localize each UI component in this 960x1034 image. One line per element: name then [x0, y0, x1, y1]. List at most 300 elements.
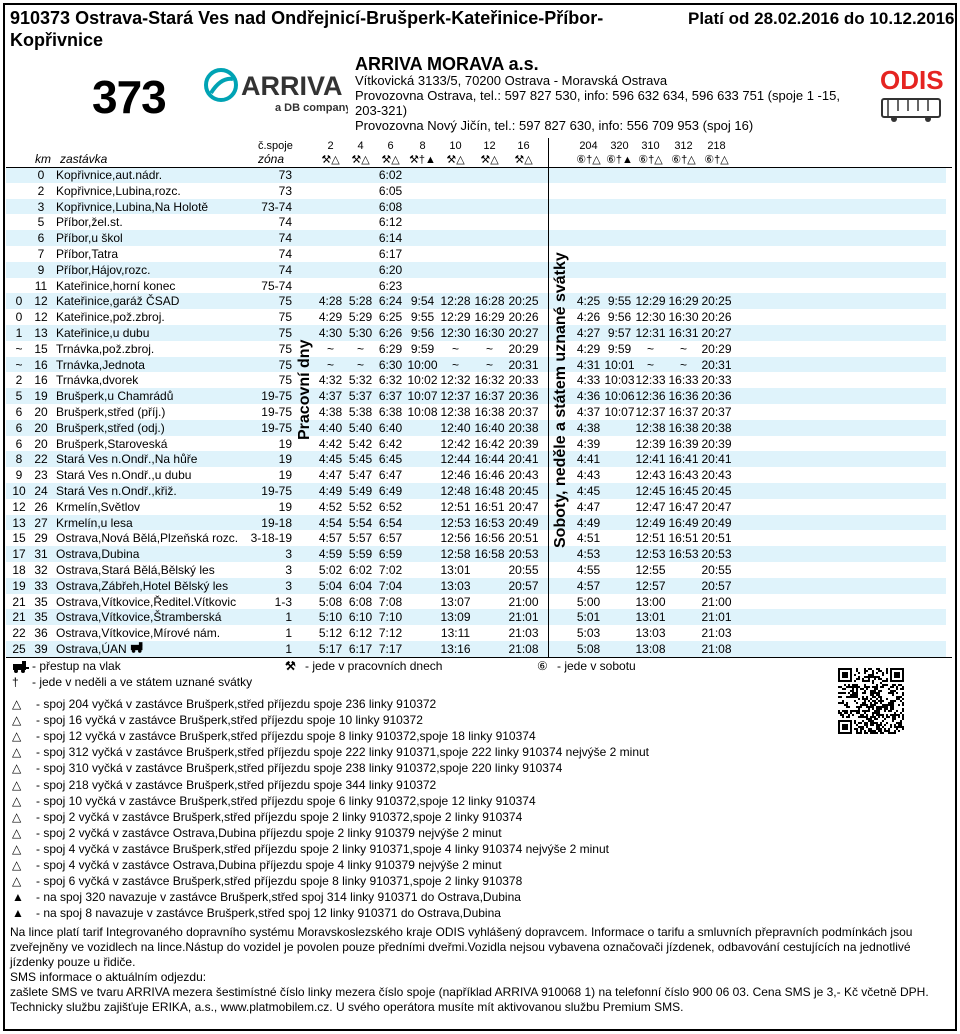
- departure-time: 4:49: [576, 515, 601, 530]
- departure-time: 5:42: [348, 436, 373, 451]
- departure-time: 21:03: [508, 626, 539, 641]
- departure-time: 4:49: [318, 484, 343, 498]
- stop-name: Stará Ves n.Ondř.,u dubu: [56, 468, 192, 483]
- departure-time: 16:28: [474, 294, 505, 309]
- departure-time: 6:42: [378, 436, 403, 451]
- departure-time: 6:23: [378, 278, 403, 293]
- departure-time: 7:02: [378, 563, 403, 577]
- departure-time: 12:57: [635, 578, 666, 593]
- km-total: 3: [37, 199, 45, 214]
- departure-time: 10:00: [407, 357, 438, 372]
- departure-time: 6:08: [378, 199, 403, 214]
- note-text: - spoj 4 vyčká v zastávce Ostrava,Dubina příjezdu spoje 4 linky 910379 nejvýše 2 minut: [36, 858, 502, 872]
- departure-time: ~: [326, 341, 334, 356]
- departure-time: 4:38: [576, 420, 601, 435]
- logo-sub: a DB company: [275, 102, 348, 114]
- departure-time: 16:56: [474, 531, 505, 546]
- zone: 73: [278, 168, 292, 182]
- departure-time: ~: [326, 357, 334, 372]
- departure-time: 5:38: [348, 405, 373, 419]
- trip-number: 310: [641, 140, 660, 152]
- departure-time: 20:51: [508, 531, 539, 546]
- triangle-icon: △: [12, 729, 22, 744]
- km-total: 16: [34, 357, 48, 372]
- stop-name: Příbor,žel.st.: [56, 215, 123, 230]
- departure-time: 20:25: [701, 294, 732, 309]
- departure-time: 4:39: [576, 436, 601, 451]
- departure-time: 6:37: [378, 389, 403, 404]
- departure-time: 6:47: [378, 468, 403, 483]
- trip-number: 12: [483, 140, 496, 152]
- departure-time: 16:48: [474, 484, 505, 498]
- departure-time: 16:53: [668, 547, 699, 562]
- triangle-icon: △: [12, 761, 22, 776]
- km-from-start: 0: [15, 294, 23, 309]
- departure-time: 16:30: [474, 326, 505, 340]
- stop-name: Brušperk,u Chamrádů: [56, 389, 174, 404]
- operator-name: ARRIVA MORAVA a.s.: [355, 54, 539, 74]
- departure-time: 20:29: [701, 341, 732, 356]
- km-total: 19: [34, 389, 48, 404]
- note-text: - spoj 16 vyčká v zastávce Brušperk,střed příjezdu spoje 10 linky 910372: [36, 713, 423, 728]
- legend-sunday: [12, 675, 252, 689]
- trip-number: 8: [419, 140, 426, 152]
- departure-time: 5:30: [348, 326, 373, 340]
- weekend-symbol: ⑥†△: [576, 154, 601, 166]
- weekend-symbol: ⑥†△: [704, 154, 729, 166]
- departure-time: 4:40: [318, 420, 343, 435]
- km-total: 31: [34, 547, 48, 562]
- departure-time: 10:07: [407, 389, 438, 404]
- departure-time: 6:25: [378, 310, 403, 325]
- stop-name: Stará Ves n.Ondř.,Na hůře: [56, 452, 198, 467]
- note-row: [12, 810, 522, 824]
- km-from-start: 9: [15, 468, 23, 483]
- departure-time: 10:02: [407, 373, 438, 388]
- departure-time: 16:37: [668, 405, 699, 419]
- departure-time: 4:57: [576, 578, 601, 593]
- zone: 75: [278, 341, 292, 356]
- departure-time: 16:36: [668, 389, 699, 404]
- km-from-start: ~: [15, 357, 23, 372]
- zone: 19-75: [261, 389, 292, 404]
- departure-time: 12:41: [635, 452, 666, 467]
- km-total: 22: [34, 452, 48, 467]
- trip-number: 4: [357, 140, 364, 152]
- departure-time: 20:39: [508, 436, 539, 451]
- km-total: 20: [34, 436, 48, 451]
- zone: 74: [278, 247, 292, 261]
- stop-name: Kopřivnice,Lubina,rozc.: [56, 183, 181, 198]
- departure-time: 13:08: [635, 642, 666, 656]
- departure-time: 4:37: [318, 389, 343, 404]
- km-from-start: 12: [12, 499, 26, 514]
- departure-time: 20:36: [701, 389, 732, 404]
- km-total: 9: [37, 262, 45, 277]
- departure-time: 20:26: [701, 310, 732, 325]
- departure-time: 5:47: [348, 468, 373, 483]
- departure-time: 12:37: [440, 389, 471, 404]
- km-total: 29: [34, 531, 48, 546]
- note-row: [12, 778, 436, 792]
- stop-name: Stará Ves n.Ondř.,křiž.: [56, 484, 177, 498]
- zone: 19-75: [261, 405, 292, 419]
- departure-time: 12:49: [635, 515, 666, 530]
- legend-sunday-text: - jede v neděli a ve státem uznané svátky: [32, 675, 253, 689]
- stop-name: Ostrava,ÚAN: [56, 642, 256, 656]
- triangle-icon: △: [12, 825, 22, 840]
- departure-time: 20:55: [508, 563, 539, 577]
- departure-time: 16:46: [474, 468, 505, 483]
- departure-time: 20:31: [701, 357, 732, 372]
- trip-number: 2: [327, 140, 334, 152]
- hammer-icon: ⚒: [285, 659, 296, 673]
- zone: 3: [285, 578, 292, 593]
- departure-time: 12:29: [440, 310, 471, 325]
- departure-time: 4:32: [318, 373, 343, 388]
- departure-time: 7:10: [378, 610, 403, 625]
- note-text: - spoj 6 vyčká v zastávce Brušperk,střed příjezdu spoje 8 linky 910371,spoje 2 linky 910378: [36, 874, 523, 889]
- departure-time: 12:58: [440, 547, 471, 562]
- km-total: 23: [34, 468, 48, 483]
- departure-time: 12:56: [440, 531, 471, 546]
- saturday-icon: ⑥: [537, 659, 548, 673]
- departure-time: 12:31: [635, 326, 666, 340]
- stop-name: Kateřinice,horní konec: [56, 278, 176, 293]
- departure-time: ~: [679, 341, 687, 356]
- sms-info: zašlete SMS ve tvaru ARRIVA mezera šestimístné číslo linky mezera číslo spoje (například ARRIVA 910068 1) na telefonní číslo 900 06 03. Cena SMS je 3,- Kč včetně DPH. Technicky službu zajišťuje ERIKA, a.s., www.platmobilem.cz. U svého operátora musíte mít aktivovanou službu Premium SMS.: [10, 985, 929, 1014]
- departure-time: 12:36: [635, 389, 666, 404]
- note-text: - spoj 218 vyčká v zastávce Brušperk,střed příjezdu spoje 344 linky 910372: [36, 777, 437, 792]
- departure-time: 20:25: [508, 294, 539, 309]
- departure-time: 4:42: [318, 436, 343, 451]
- table-header-rule: [6, 167, 952, 168]
- departure-time: 4:33: [576, 373, 601, 388]
- departure-time: 4:25: [576, 294, 601, 309]
- departure-time: 6:57: [378, 531, 403, 546]
- departure-time: ~: [451, 357, 459, 372]
- zone: 75-74: [261, 278, 292, 293]
- note-row: [12, 794, 536, 808]
- departure-time: 12:28: [440, 294, 471, 309]
- departure-time: 5:37: [348, 389, 373, 404]
- departure-time: 12:30: [635, 310, 666, 325]
- departure-time: 4:52: [318, 499, 343, 514]
- stop-name: Krmelín,Světlov: [56, 499, 141, 514]
- departure-time: 13:01: [440, 563, 471, 577]
- departure-time: 12:32: [440, 373, 471, 388]
- km-total: 6: [37, 231, 45, 246]
- km-label: km: [35, 152, 51, 166]
- weekend-symbol: ⑥†△: [638, 154, 663, 166]
- departure-time: 10:08: [407, 405, 438, 419]
- zone: 75: [278, 373, 292, 388]
- zone: 75: [278, 294, 292, 309]
- departure-time: 7:04: [378, 578, 403, 593]
- zone: 3: [285, 563, 292, 577]
- km-from-start: 6: [15, 405, 23, 419]
- departure-time: 10:01: [604, 357, 635, 372]
- footer-info: [10, 925, 945, 1015]
- departure-time: 20:47: [701, 499, 732, 514]
- triangle-icon: △: [12, 745, 22, 760]
- note-text: - na spoj 320 navazuje v zastávce Brušperk,střed spoj 314 linky 910371 do Ostrava,Dubina: [36, 890, 521, 905]
- departure-time: 7:08: [378, 594, 403, 609]
- km-total: 35: [34, 610, 48, 625]
- departure-time: 20:41: [508, 452, 539, 467]
- zone-label: zóna: [258, 152, 285, 166]
- departure-time: 12:29: [635, 294, 666, 309]
- departure-time: 16:49: [668, 515, 699, 530]
- workdays-symbol: ⚒△: [351, 154, 370, 166]
- note-row: [12, 745, 649, 759]
- departure-time: 6:05: [378, 183, 403, 198]
- departure-time: 6:59: [378, 547, 403, 562]
- legend-train: [12, 659, 121, 673]
- train-icon: [127, 642, 146, 656]
- departure-time: 16:44: [474, 452, 505, 467]
- departure-time: 6:08: [348, 594, 373, 609]
- trip-number: 312: [674, 140, 693, 152]
- km-total: 0: [37, 168, 45, 182]
- km-from-start: 25: [12, 642, 26, 656]
- odis-logo: [876, 65, 946, 125]
- workdays-symbol: ⚒△: [321, 154, 340, 166]
- departure-time: 20:39: [701, 436, 732, 451]
- departure-time: 12:38: [635, 420, 666, 435]
- km-total: 32: [34, 563, 48, 577]
- departure-time: 12:55: [635, 563, 666, 577]
- operator-address: Vítkovická 3133/5, 70200 Ostrava - Moravská Ostrava: [355, 73, 668, 88]
- departure-time: 5:40: [348, 420, 373, 435]
- departure-time: 21:00: [701, 594, 732, 609]
- weekday-label: Pracovní dny: [296, 339, 313, 440]
- departure-time: 4:36: [576, 389, 601, 404]
- departure-time: 13:11: [440, 626, 471, 641]
- note-text: - spoj 312 vyčká v zastávce Brušperk,střed příjezdu spoje 222 linky 910371,spoje 222 linky 910374 nejvýše 2 minut: [36, 745, 650, 760]
- departure-time: 13:07: [440, 594, 471, 609]
- km-from-start: 2: [15, 373, 23, 388]
- note-row: [12, 890, 521, 904]
- qr-code: [838, 668, 904, 734]
- departure-time: 21:00: [508, 594, 539, 609]
- departure-time: 16:33: [668, 373, 699, 388]
- departure-time: 4:47: [318, 468, 343, 483]
- departure-time: 12:39: [635, 436, 666, 451]
- departure-time: 16:51: [474, 499, 505, 514]
- km-total: 39: [34, 642, 48, 656]
- departure-time: 20:36: [508, 389, 539, 404]
- stop-name: Ostrava,Stará Bělá,Bělský les: [56, 563, 215, 577]
- departure-time: ~: [356, 341, 364, 356]
- zone: 1-3: [274, 594, 292, 609]
- stop-name: Ostrava,Nová Bělá,Plzeňská rozc.: [56, 531, 239, 546]
- note-row: [12, 697, 436, 711]
- departure-time: 16:38: [474, 405, 505, 419]
- zone: 75: [278, 357, 292, 372]
- filled-triangle-icon: ▲: [12, 890, 24, 905]
- departure-time: 5:45: [348, 452, 373, 467]
- departure-time: 10:06: [604, 389, 635, 404]
- trip-number-label: č.spoje: [258, 140, 293, 152]
- triangle-icon: △: [12, 793, 22, 808]
- note-row: [12, 858, 502, 872]
- tariff-note: Na lince platí tarif Integrovaného dopravního systému Moravskoslezského kraje ODIS vyhlášený dopravcem. Informace o tarifu a smluvních přepravních podmínkách jsou zveřejněny ve vozidlech na lince.Nástup do vozidel je povolen pouze předními dveřmi.Vozidla nejsou vybavena označovači jízdenek, odbavování cestujících na jednotlivé jízdenky pouze u řidiče.: [10, 925, 913, 969]
- trip-number: 204: [579, 140, 598, 152]
- stop-name: Trnávka,dvorek: [56, 373, 139, 388]
- stop-name: Brušperk,střed (příj.): [56, 405, 166, 419]
- workdays-symbol: ⚒△: [514, 154, 533, 166]
- departure-time: 20:55: [701, 563, 732, 577]
- departure-time: 5:02: [318, 563, 343, 577]
- departure-time: 20:38: [701, 420, 732, 435]
- departure-time: 4:45: [576, 484, 601, 498]
- note-text: - spoj 2 vyčká v zastávce Brušperk,střed příjezdu spoje 2 linky 910372,spoje 2 linky 910374: [36, 809, 523, 824]
- km-total: 33: [34, 578, 48, 593]
- note-row: [12, 761, 562, 775]
- zone: 19: [278, 499, 292, 514]
- departure-time: 10:07: [604, 405, 635, 419]
- departure-time: 16:43: [668, 468, 699, 483]
- trip-number: 218: [707, 140, 726, 152]
- departure-time: 12:51: [635, 531, 666, 546]
- stop-name: Ostrava,Dubina: [56, 547, 140, 562]
- km-from-start: 6: [15, 420, 23, 435]
- departure-time: 16:42: [474, 436, 505, 451]
- departure-time: 12:45: [635, 484, 666, 498]
- trip-number: 16: [517, 140, 530, 152]
- stop-name: Trnávka,pož.zbroj.: [56, 341, 155, 356]
- departure-time: 5:04: [318, 578, 343, 593]
- stop-name: Ostrava,Vítkovice,Ředitel.Vítkovic: [56, 594, 237, 609]
- km-from-start: 15: [12, 531, 26, 546]
- departure-time: 4:55: [576, 563, 601, 577]
- departure-time: 4:47: [576, 499, 601, 514]
- departure-time: 6:45: [378, 452, 403, 467]
- workdays-symbol: ⚒△: [381, 154, 400, 166]
- departure-time: 6:12: [348, 626, 373, 641]
- note-row: [12, 906, 501, 920]
- departure-time: 6:32: [378, 373, 403, 388]
- zone: 73: [278, 183, 292, 198]
- zone: 74: [278, 262, 292, 277]
- departure-time: 20:43: [701, 468, 732, 483]
- km-from-start: 1: [15, 326, 23, 340]
- departure-time: 20:43: [508, 468, 539, 483]
- departure-time: 12:46: [440, 468, 471, 483]
- km-from-start: 5: [15, 389, 23, 404]
- stop-name: Brušperk,Staroveská: [56, 436, 168, 451]
- departure-time: 6:29: [378, 341, 403, 356]
- departure-time: 16:51: [668, 531, 699, 546]
- departure-time: 6:38: [378, 405, 403, 419]
- triangle-icon: △: [12, 713, 22, 728]
- stop-name: Trnávka,Jednota: [56, 357, 145, 372]
- departure-time: 4:59: [318, 547, 343, 562]
- departure-time: 6:04: [348, 578, 373, 593]
- km-from-start: 21: [12, 594, 26, 609]
- departure-time: 20:37: [701, 405, 732, 419]
- departure-time: 12:43: [635, 468, 666, 483]
- departure-time: 13:09: [440, 610, 471, 625]
- departure-time: 4:43: [576, 468, 601, 483]
- departure-time: 5:01: [576, 610, 601, 625]
- departure-time: 20:49: [508, 515, 539, 530]
- km-total: 2: [37, 183, 45, 198]
- departure-time: 12:38: [440, 405, 471, 419]
- km-total: 13: [34, 326, 48, 340]
- departure-time: 5:54: [348, 515, 373, 530]
- trip-number: 320: [610, 140, 629, 152]
- zone: 75: [278, 310, 292, 325]
- note-text: - spoj 310 vyčká v zastávce Brušperk,střed příjezdu spoje 238 linky 910372,spoje 220 linky 910374: [36, 761, 563, 776]
- km-total: 7: [37, 247, 45, 261]
- departure-time: 6:54: [378, 515, 403, 530]
- departure-time: ~: [485, 341, 493, 356]
- departure-time: 9:59: [410, 341, 435, 356]
- departure-time: 20:33: [701, 373, 732, 388]
- departure-time: 16:29: [474, 310, 505, 325]
- departure-time: 6:30: [378, 357, 403, 372]
- departure-time: 20:57: [701, 578, 732, 593]
- departure-time: 20:53: [701, 547, 732, 562]
- km-from-start: ~: [15, 341, 23, 356]
- trip-number: 6: [387, 140, 394, 152]
- workdays-symbol: ⚒△: [480, 154, 499, 166]
- stop-name: Ostrava,Vítkovice,Štramberská: [56, 610, 222, 625]
- sms-heading: SMS informace o aktuálním odjezdu:: [10, 970, 207, 984]
- line-number: 373: [92, 71, 166, 123]
- departure-time: 13:01: [635, 610, 666, 625]
- triangle-icon: △: [12, 858, 22, 872]
- departure-time: 16:45: [668, 484, 699, 498]
- km-from-start: 6: [15, 436, 23, 451]
- departure-time: 5:49: [348, 484, 373, 498]
- departure-time: 21:01: [701, 610, 732, 625]
- km-from-start: 19: [12, 578, 26, 593]
- km-total: 27: [34, 515, 48, 530]
- departure-time: 4:27: [576, 326, 601, 340]
- departure-time: 12:53: [635, 547, 666, 562]
- legend-saturday-text: - jede v sobotu: [557, 659, 636, 673]
- departure-time: 7:12: [378, 626, 403, 641]
- departure-time: 12:51: [440, 499, 471, 514]
- departure-time: 13:00: [635, 594, 666, 609]
- km-from-start: 0: [15, 310, 23, 325]
- departure-time: 9:55: [410, 310, 435, 325]
- workdays-symbol: ⚒△: [446, 154, 465, 166]
- departure-time: 12:40: [440, 420, 471, 435]
- legend-workdays: [285, 659, 442, 673]
- triangle-icon: △: [12, 777, 22, 792]
- stop-name: Příbor,u škol: [56, 231, 123, 246]
- departure-time: 20:27: [701, 326, 732, 340]
- km-total: 20: [34, 420, 48, 435]
- zone: 75: [278, 326, 292, 340]
- zone: 19-75: [261, 484, 292, 498]
- departure-time: 16:37: [474, 389, 505, 404]
- zone: 1: [285, 610, 292, 625]
- departure-time: 12:37: [635, 405, 666, 419]
- legend-saturday: [537, 659, 636, 673]
- departure-time: 21:03: [701, 626, 732, 641]
- weekend-symbol: ⑥†△: [671, 154, 696, 166]
- departure-time: 13:03: [440, 578, 471, 593]
- departure-time: 4:26: [576, 310, 601, 325]
- departure-time: 4:31: [576, 357, 601, 372]
- departure-time: ~: [356, 357, 364, 372]
- zone: 73-74: [261, 199, 292, 214]
